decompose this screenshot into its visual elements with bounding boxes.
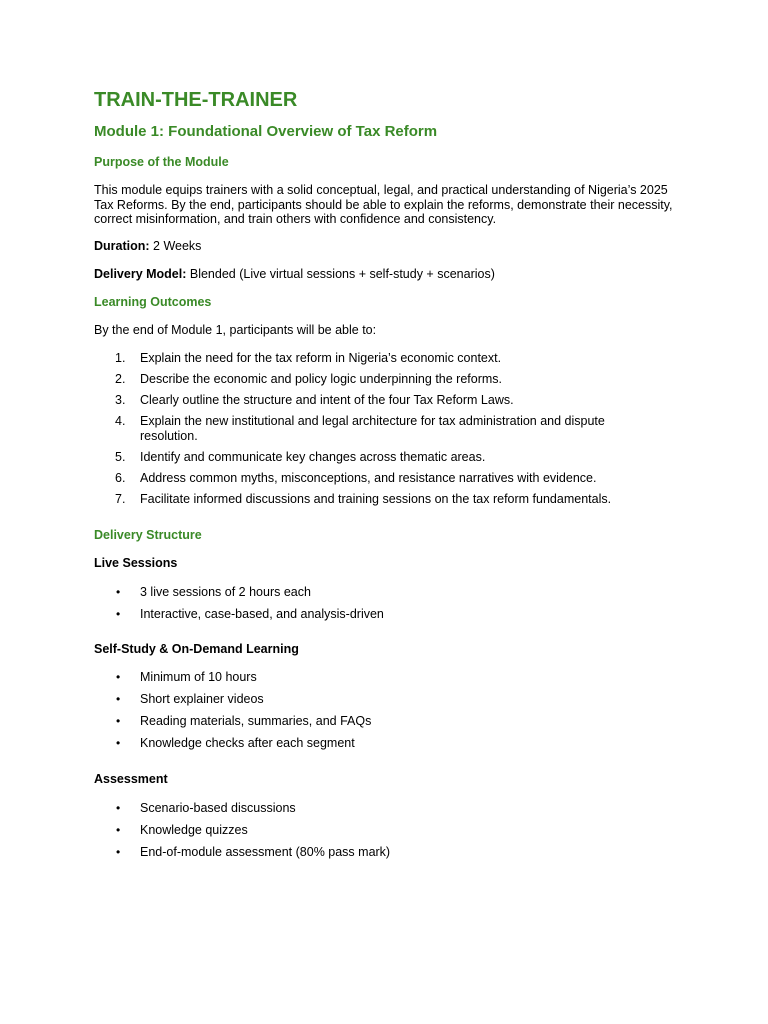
bullet-icon: •: [116, 714, 121, 728]
list-item-text: Knowledge quizzes: [140, 823, 248, 837]
bullet-icon: •: [116, 736, 121, 750]
list-item-text: Knowledge checks after each segment: [140, 736, 355, 750]
list-item: [94, 393, 684, 408]
list-item: [94, 736, 684, 751]
list-item: [94, 845, 684, 860]
list-item-text: Address common myths, misconceptions, and resistance narratives with evidence.: [140, 470, 597, 485]
bullet-icon: •: [116, 801, 121, 815]
list-item-text: Facilitate informed discussions and training sessions on the tax reform fundamentals.: [140, 491, 612, 506]
list-item-text: Identify and communicate key changes across thematic areas.: [140, 449, 486, 464]
delivery-model-value: Blended (Live virtual sessions + self-study + scenarios): [186, 267, 495, 281]
bullet-icon: •: [116, 585, 121, 599]
duration-label: Duration:: [94, 239, 150, 253]
list-item: [94, 372, 684, 387]
learning-outcomes-list: [94, 351, 684, 506]
list-item-number: 6.: [115, 470, 126, 485]
list-item-text: Scenario-based discussions: [140, 801, 296, 815]
list-item: [94, 585, 684, 600]
list-item: [94, 492, 684, 507]
bullet-icon: •: [116, 692, 121, 706]
list-item-number: 4.: [115, 414, 126, 428]
list-item-text: Short explainer videos: [140, 692, 264, 706]
assessment-list: [94, 801, 684, 860]
list-item-number: 7.: [115, 491, 126, 506]
bullet-icon: •: [116, 670, 121, 684]
duration-value: 2 Weeks: [149, 239, 202, 253]
list-item: [94, 714, 684, 729]
purpose-heading: Purpose of the Module: [94, 155, 229, 169]
list-item-text: End-of-module assessment (80% pass mark): [140, 845, 391, 859]
duration-line: [94, 239, 684, 254]
delivery-model-line: [94, 267, 684, 282]
list-item-text: Interactive, case-based, and analysis-driven: [140, 607, 384, 621]
list-item-text: 3 live sessions of 2 hours each: [140, 585, 311, 599]
list-item: [94, 351, 684, 366]
list-item: [94, 450, 684, 465]
bullet-icon: •: [116, 607, 121, 621]
list-item-text: Reading materials, summaries, and FAQs: [140, 714, 372, 728]
self-study-list: [94, 670, 684, 751]
list-item: [94, 692, 684, 707]
list-item-text: Minimum of 10 hours: [140, 670, 257, 684]
module-title: Module 1: Foundational Overview of Tax Reform: [94, 123, 438, 140]
self-study-heading: Self-Study & On-Demand Learning: [94, 642, 299, 656]
list-item-text: Explain the new institutional and legal architecture for tax administration and dispute resolution.: [140, 414, 605, 443]
list-item: [94, 414, 639, 443]
list-item: [94, 607, 684, 622]
live-sessions-heading: Live Sessions: [94, 556, 178, 570]
list-item: [94, 823, 684, 838]
list-item-text: Clearly outline the structure and intent of the four Tax Reform Laws.: [140, 393, 514, 407]
learning-outcomes-heading: Learning Outcomes: [94, 295, 212, 309]
learning-outcomes-intro: By the end of Module 1, participants will be able to:: [94, 323, 377, 337]
assessment-heading: Assessment: [94, 772, 168, 786]
live-sessions-list: [94, 585, 684, 622]
list-item-text: Explain the need for the tax reform in Nigeria’s economic context.: [140, 351, 502, 365]
list-item-number: 2.: [115, 372, 126, 386]
document-title: TRAIN-THE-TRAINER: [94, 89, 298, 111]
list-item: [94, 801, 684, 816]
bullet-icon: •: [116, 845, 121, 859]
list-item: [94, 670, 684, 685]
list-item-number: 1.: [115, 351, 126, 365]
list-item-text: Describe the economic and policy logic underpinning the reforms.: [140, 372, 502, 386]
delivery-model-label: Delivery Model:: [94, 267, 187, 281]
bullet-icon: •: [116, 823, 121, 837]
delivery-structure-heading: Delivery Structure: [94, 528, 202, 542]
list-item: [94, 471, 684, 486]
list-item-number: 3.: [115, 393, 126, 407]
list-item-number: 5.: [115, 449, 126, 464]
purpose-text: This module equips trainers with a solid conceptual, legal, and practical understanding of Nigeria’s 2025 Tax Reforms. By the end, participants should be able to explain the reforms, demonstrate their necessity, correct misinformation, and train others with confidence and consistency.: [94, 183, 673, 226]
